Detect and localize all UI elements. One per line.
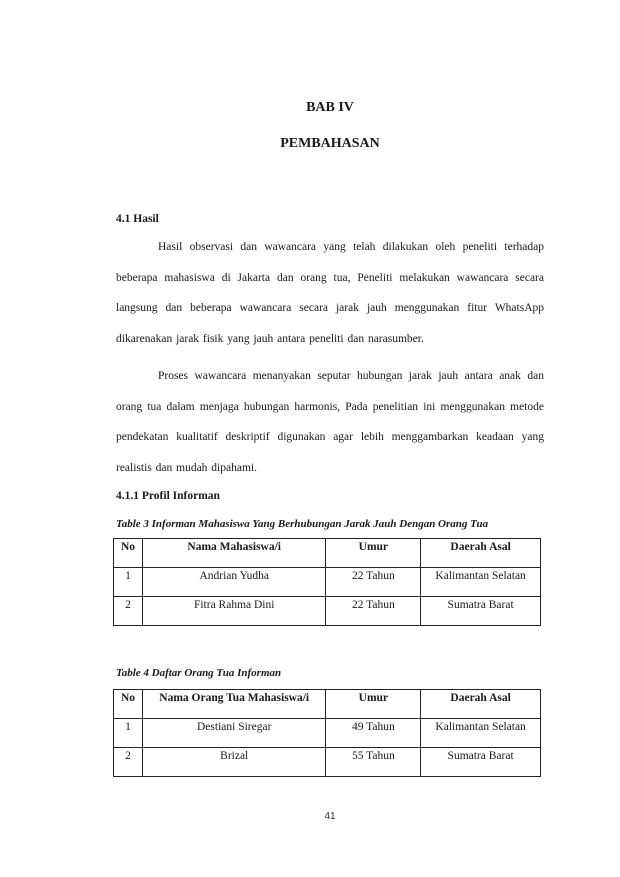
paragraph-1: Hasil observasi dan wawancara yang telah dilakukan oleh peneliti terhadap beberapa mahasiswa di Jakarta dan orang tua, Peneliti melakukan wawancara secara langsung dan beberapa wawancara secara jarak jauh menggunakan fitur WhatsApp dikarenakan jarak fisik yang jauh antara peneliti dan narasumber. [116, 241, 544, 346]
paragraph-2: Proses wawancara menanyakan seputar hubungan jarak jauh antara anak dan orang tua dalam menjaga hubungan harmonis, Pada penelitian ini menggunakan metode pendekatan kualitatif deskriptif digunakan agar lebih menggambarkan keadaan yang realistis dan mudah dipahami. [116, 370, 544, 475]
table-row [114, 719, 541, 748]
header-no: No [114, 539, 143, 568]
cell-origin: Kalimantan Selatan [421, 568, 541, 597]
cell-no: 2 [114, 748, 143, 777]
cell-no: 1 [114, 568, 143, 597]
header-name: Nama Mahasiswa/i [142, 539, 326, 568]
cell-no: 1 [114, 719, 143, 748]
table-row [114, 748, 541, 777]
cell-origin: Sumatra Barat [421, 748, 541, 777]
cell-name: Destiani Siregar [142, 719, 326, 748]
header-no: No [114, 690, 143, 719]
cell-name: Andrian Yudha [142, 568, 326, 597]
table-row [114, 568, 541, 597]
cell-age: 49 Tahun [326, 719, 421, 748]
page-number: 41 [324, 811, 336, 822]
chapter-number: BAB IV [306, 100, 354, 115]
cell-age: 22 Tahun [326, 568, 421, 597]
chapter-title: PEMBAHASAN [280, 136, 380, 151]
subsection-heading: 4.1.1 Profil Informan [116, 490, 220, 502]
header-origin: Daerah Asal [421, 539, 541, 568]
table-header-row [114, 539, 541, 568]
cell-origin: Sumatra Barat [421, 597, 541, 626]
header-age: Umur [326, 690, 421, 719]
cell-origin: Kalimantan Selatan [421, 719, 541, 748]
cell-name: Brizal [142, 748, 326, 777]
cell-age: 55 Tahun [326, 748, 421, 777]
cell-name: Fitra Rahma Dini [142, 597, 326, 626]
table-3-caption: Table 3 Informan Mahasiswa Yang Berhubungan Jarak Jauh Dengan Orang Tua [116, 518, 489, 530]
header-parent-name: Nama Orang Tua Mahasiswa/i [142, 690, 326, 719]
table-4-caption: Table 4 Daftar Orang Tua Informan [116, 667, 282, 679]
table-4 [113, 689, 541, 777]
cell-age: 22 Tahun [326, 597, 421, 626]
table-3 [113, 538, 541, 626]
header-origin: Daerah Asal [421, 690, 541, 719]
cell-no: 2 [114, 597, 143, 626]
header-age: Umur [326, 539, 421, 568]
table-row [114, 597, 541, 626]
table-header-row [114, 690, 541, 719]
section-heading-hasil: 4.1 Hasil [116, 213, 159, 225]
